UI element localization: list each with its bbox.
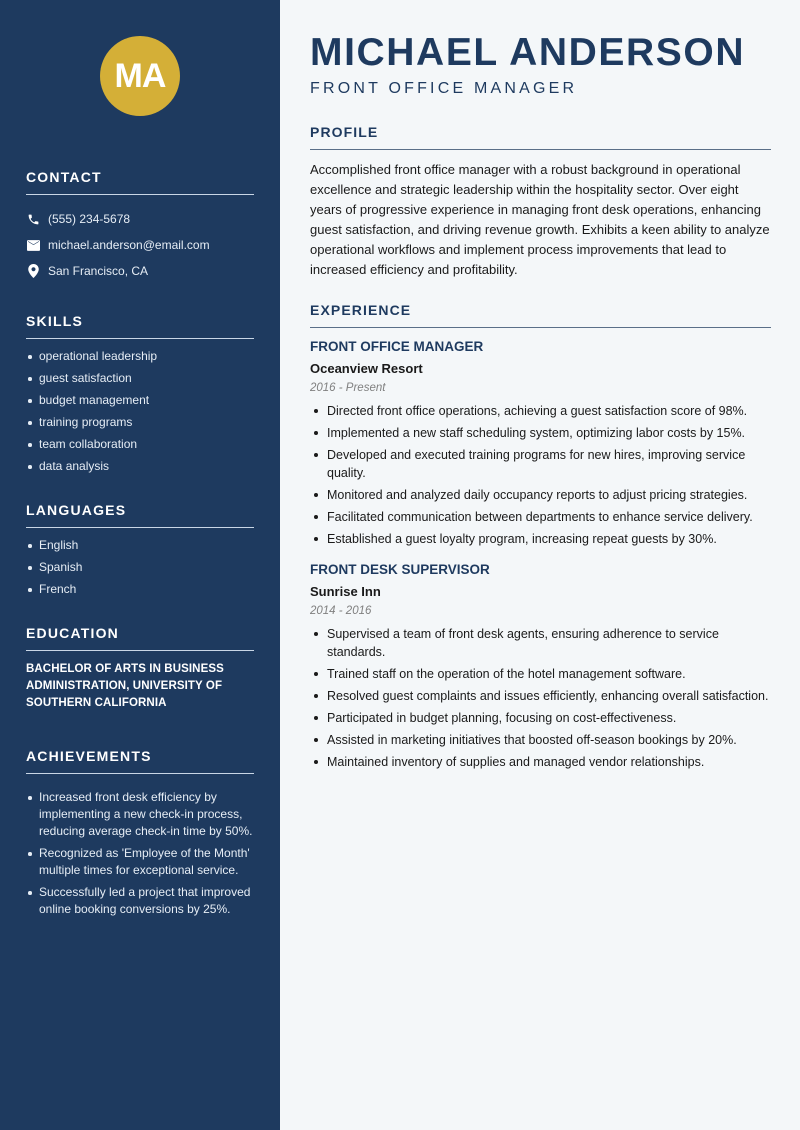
achievements-list xyxy=(26,789,254,918)
skill-item: budget management xyxy=(26,392,254,409)
contact-email xyxy=(26,232,254,258)
languages-heading: LANGUAGES xyxy=(26,502,254,528)
avatar-initials: MA xyxy=(114,56,166,95)
job-entry xyxy=(310,562,771,771)
achievements-heading: ACHIEVEMENTS xyxy=(26,748,254,774)
job-company: Sunrise Inn xyxy=(310,584,381,599)
languages-section xyxy=(26,502,254,598)
job-company: Oceanview Resort xyxy=(310,361,423,376)
experience-section xyxy=(310,302,771,771)
language-item: English xyxy=(26,537,254,554)
contact-location xyxy=(26,258,254,284)
job-bullet: Resolved guest complaints and issues efficiently, enhancing overall satisfaction. xyxy=(310,687,771,705)
job-entry xyxy=(310,339,771,548)
skill-item: training programs xyxy=(26,414,254,431)
job-bullet: Facilitated communication between departments to enhance service delivery. xyxy=(310,508,771,526)
avatar xyxy=(100,36,180,116)
contact-list xyxy=(26,206,254,284)
contact-location-text: San Francisco, CA xyxy=(48,264,149,278)
phone-icon xyxy=(26,212,40,226)
contact-email-text: michael.anderson@email.com xyxy=(48,238,210,252)
job-bullet: Maintained inventory of supplies and managed vendor relationships. xyxy=(310,753,771,771)
achievement-item: Recognized as 'Employee of the Month' multiple times for exceptional service. xyxy=(26,845,254,879)
job-bullets xyxy=(310,402,771,548)
job-dates: 2014 - 2016 xyxy=(310,605,372,617)
job-bullet: Trained staff on the operation of the hotel management software. xyxy=(310,665,771,683)
job-dates: 2016 - Present xyxy=(310,382,386,394)
languages-list xyxy=(26,537,254,598)
main-content xyxy=(280,0,800,1130)
language-item: French xyxy=(26,581,254,598)
job-bullet: Participated in budget planning, focusing on cost-effectiveness. xyxy=(310,709,771,727)
candidate-name: MICHAEL ANDERSON xyxy=(310,31,746,74)
job-bullet: Assisted in marketing initiatives that boosted off-season bookings by 20%. xyxy=(310,731,771,749)
skill-item: operational leadership xyxy=(26,348,254,365)
profile-text: Accomplished front office manager with a robust background in operational excellence and strategic leadership within the hospitality sector. Over eight years of progressive experience in managing front desk operations, enhancing guest satisfaction, and driving revenue growth. Exhibits a keen ability to analyze operational workflows and implement process improvements that lead to increased efficiency and profitability. xyxy=(310,162,770,277)
achievement-item: Successfully led a project that improved online booking conversions by 25%. xyxy=(26,884,254,918)
location-icon xyxy=(26,264,40,278)
language-item: Spanish xyxy=(26,559,254,576)
skills-list xyxy=(26,348,254,475)
candidate-title: FRONT OFFICE MANAGER xyxy=(310,80,578,97)
job-bullets xyxy=(310,625,771,771)
job-bullet: Monitored and analyzed daily occupancy reports to adjust pricing strategies. xyxy=(310,486,771,504)
skills-heading: SKILLS xyxy=(26,313,254,339)
job-bullet: Supervised a team of front desk agents, ensuring adherence to service standards. xyxy=(310,625,771,661)
education-heading: EDUCATION xyxy=(26,625,254,651)
experience-heading: EXPERIENCE xyxy=(310,302,771,328)
contact-phone-text: (555) 234-5678 xyxy=(48,212,131,226)
job-bullet: Established a guest loyalty program, increasing repeat guests by 30%. xyxy=(310,530,771,548)
job-bullet: Implemented a new staff scheduling system, optimizing labor costs by 15%. xyxy=(310,424,771,442)
contact-heading: CONTACT xyxy=(26,169,254,195)
job-bullet: Directed front office operations, achieving a guest satisfaction score of 98%. xyxy=(310,402,771,420)
education-section xyxy=(26,625,254,712)
skill-item: team collaboration xyxy=(26,436,254,453)
profile-heading: PROFILE xyxy=(310,124,771,150)
achievement-item: Increased front desk efficiency by implementing a new check-in process, reducing average check-in time by 50%. xyxy=(26,789,254,840)
achievements-section xyxy=(26,748,254,918)
skill-item: guest satisfaction xyxy=(26,370,254,387)
contact-phone xyxy=(26,206,254,232)
job-bullet: Developed and executed training programs for new hires, improving service quality. xyxy=(310,446,771,482)
skills-section xyxy=(26,313,254,475)
email-icon xyxy=(26,238,40,252)
skill-item: data analysis xyxy=(26,458,254,475)
education-degree: BACHELOR OF ARTS IN BUSINESS ADMINISTRATION, UNIVERSITY OF SOUTHERN CALIFORNIA xyxy=(26,663,224,709)
contact-section xyxy=(26,169,254,284)
job-role: FRONT DESK SUPERVISOR xyxy=(310,562,490,577)
profile-section xyxy=(310,124,771,280)
job-role: FRONT OFFICE MANAGER xyxy=(310,339,484,354)
sidebar xyxy=(0,0,280,1130)
